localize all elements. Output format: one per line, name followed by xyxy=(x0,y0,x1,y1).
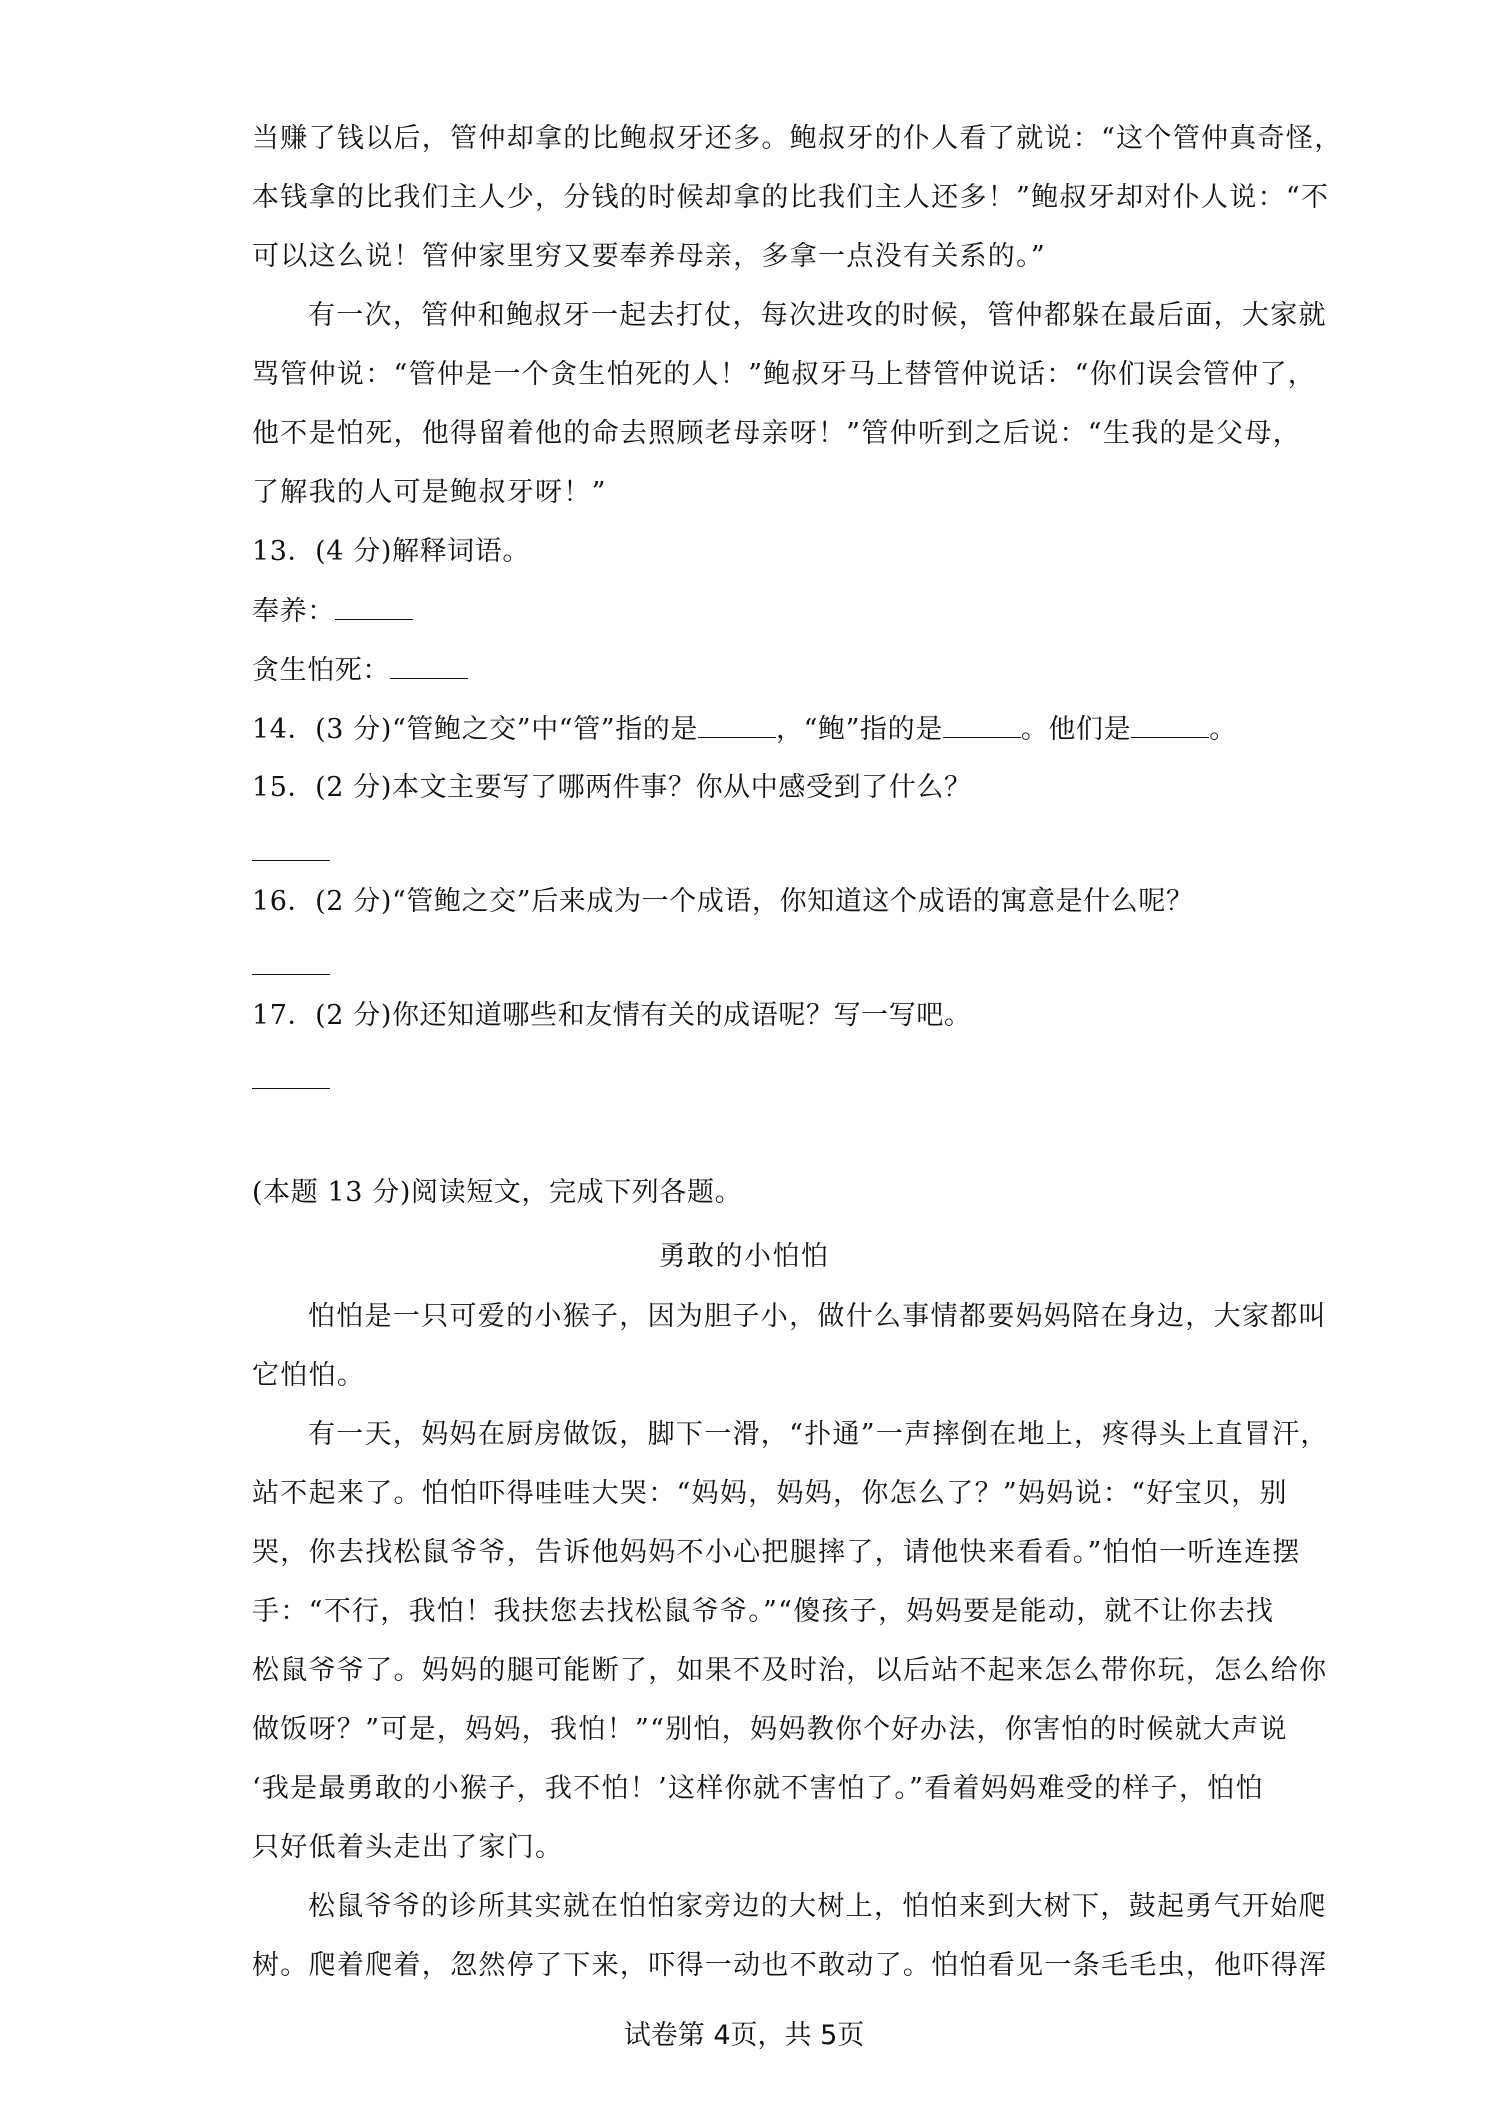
answer-line-17[interactable] xyxy=(252,1088,330,1089)
page-footer: 试卷第 4页，共 5页 xyxy=(623,2020,865,2051)
story-line-10: 只好低着头走出了家门。 xyxy=(252,1832,564,1863)
story-line-11: 松鼠爷爷的诊所其实就在怕怕家旁边的大树上，怕怕来到大树下，鼓起勇气开始爬 xyxy=(308,1891,1327,1922)
story-line-7: 松鼠爷爷了。妈妈的腿可能断了，如果不及时治，以后站不起来怎么带你玩，怎么给你 xyxy=(252,1655,1328,1686)
answer-blank[interactable] xyxy=(335,591,413,620)
passage1-line-1: 当赚了钱以后，管仲却拿的比鲍叔牙还多。鲍叔牙的仆人看了就说：“这个管仲真奇怪， xyxy=(252,123,1343,154)
story-title: 勇敢的小怕怕 xyxy=(658,1241,830,1272)
passage1-line-6: 他不是怕死，他得留着他的命去照顾老母亲呀！”管仲听到之后说：“生我的是父母， xyxy=(252,418,1302,449)
section2-intro: (本题 13 分)阅读短文，完成下列各题。 xyxy=(252,1177,743,1208)
answer-line-15[interactable] xyxy=(252,860,330,861)
answer-blank[interactable] xyxy=(698,709,776,738)
story-line-9: ‘我是最勇敢的小猴子，我不怕！’这样你就不害怕了。”看着妈妈难受的样子，怕怕 xyxy=(252,1773,1264,1804)
answer-blank[interactable] xyxy=(1131,709,1209,738)
answer-blank[interactable] xyxy=(390,650,468,679)
question-14-part-c: 。他们是 xyxy=(1020,714,1132,745)
passage1-line-3: 可以这么说！管仲家里穷又要奉养母亲，多拿一点没有关系的。” xyxy=(252,241,1047,272)
question-13-item-b xyxy=(252,650,1242,691)
passage1-line-5: 骂管仲说：“管仲是一个贪生怕死的人！”鲍叔牙马上替管仲说话：“你们误会管仲了， xyxy=(252,359,1317,390)
question-16: 16．(2 分)“管鲍之交”后来成为一个成语，你知道这个成语的寓意是什么呢？ xyxy=(252,886,1194,917)
answer-line-16[interactable] xyxy=(252,974,330,975)
story-line-8: 做饭呀？”可是，妈妈，我怕！”“别怕，妈妈教你个好办法，你害怕的时候就大声说 xyxy=(252,1714,1288,1745)
story-line-5: 哭，你去找松鼠爷爷，告诉他妈妈不小心把腿摔了，请他快来看看。”怕怕一听连连摆 xyxy=(252,1537,1301,1568)
story-line-3: 有一天，妈妈在厨房做饭，脚下一滑，“扑通”一声摔倒在地上，疼得头上直冒汗， xyxy=(308,1419,1329,1450)
question-14-part-d: 。 xyxy=(1209,714,1237,745)
story-line-1: 怕怕是一只可爱的小猴子，因为胆子小，做什么事情都要妈妈陪在身边，大家都叫 xyxy=(308,1301,1327,1332)
question-13-item-a xyxy=(252,591,1242,632)
passage1-line-4: 有一次，管仲和鲍叔牙一起去打仗，每次进攻的时候，管仲都躲在最后面，大家就 xyxy=(308,300,1327,331)
question-17: 17．(2 分)你还知道哪些和友情有关的成语呢？写一写吧。 xyxy=(252,1000,972,1031)
answer-blank[interactable] xyxy=(943,709,1021,738)
question-14-part-b: ，“鲍”指的是 xyxy=(776,714,943,745)
story-line-2: 它怕怕。 xyxy=(252,1360,366,1391)
question-15: 15．(2 分)本文主要写了哪两件事？你从中感受到了什么？ xyxy=(252,772,972,803)
question-14-part-a: 14．(3 分)“管鲍之交”中“管”指的是 xyxy=(252,714,698,745)
story-line-12: 树。爬着爬着，忽然停了下来，吓得一动也不敢动了。怕怕看见一条毛毛虫，他吓得浑 xyxy=(252,1950,1328,1981)
story-line-4: 站不起来了。怕怕吓得哇哇大哭：“妈妈，妈妈，你怎么了？”妈妈说：“好宝贝，别 xyxy=(252,1478,1288,1509)
passage1-line-2: 本钱拿的比我们主人少，分钱的时候却拿的比我们主人还多！”鲍叔牙却对仆人说：“不 xyxy=(252,182,1330,213)
story-line-6: 手：“不行，我怕！我扶您去找松鼠爷爷。”“傻孩子，妈妈要是能动，就不让你去找 xyxy=(252,1596,1275,1627)
question-13-item-a-label: 奉养： xyxy=(252,596,335,627)
passage1-line-7: 了解我的人可是鲍叔牙呀！” xyxy=(252,477,607,508)
question-13-item-b-label: 贪生怕死： xyxy=(252,655,390,686)
question-13: 13．(4 分)解释词语。 xyxy=(252,536,530,567)
question-14 xyxy=(252,709,1242,750)
